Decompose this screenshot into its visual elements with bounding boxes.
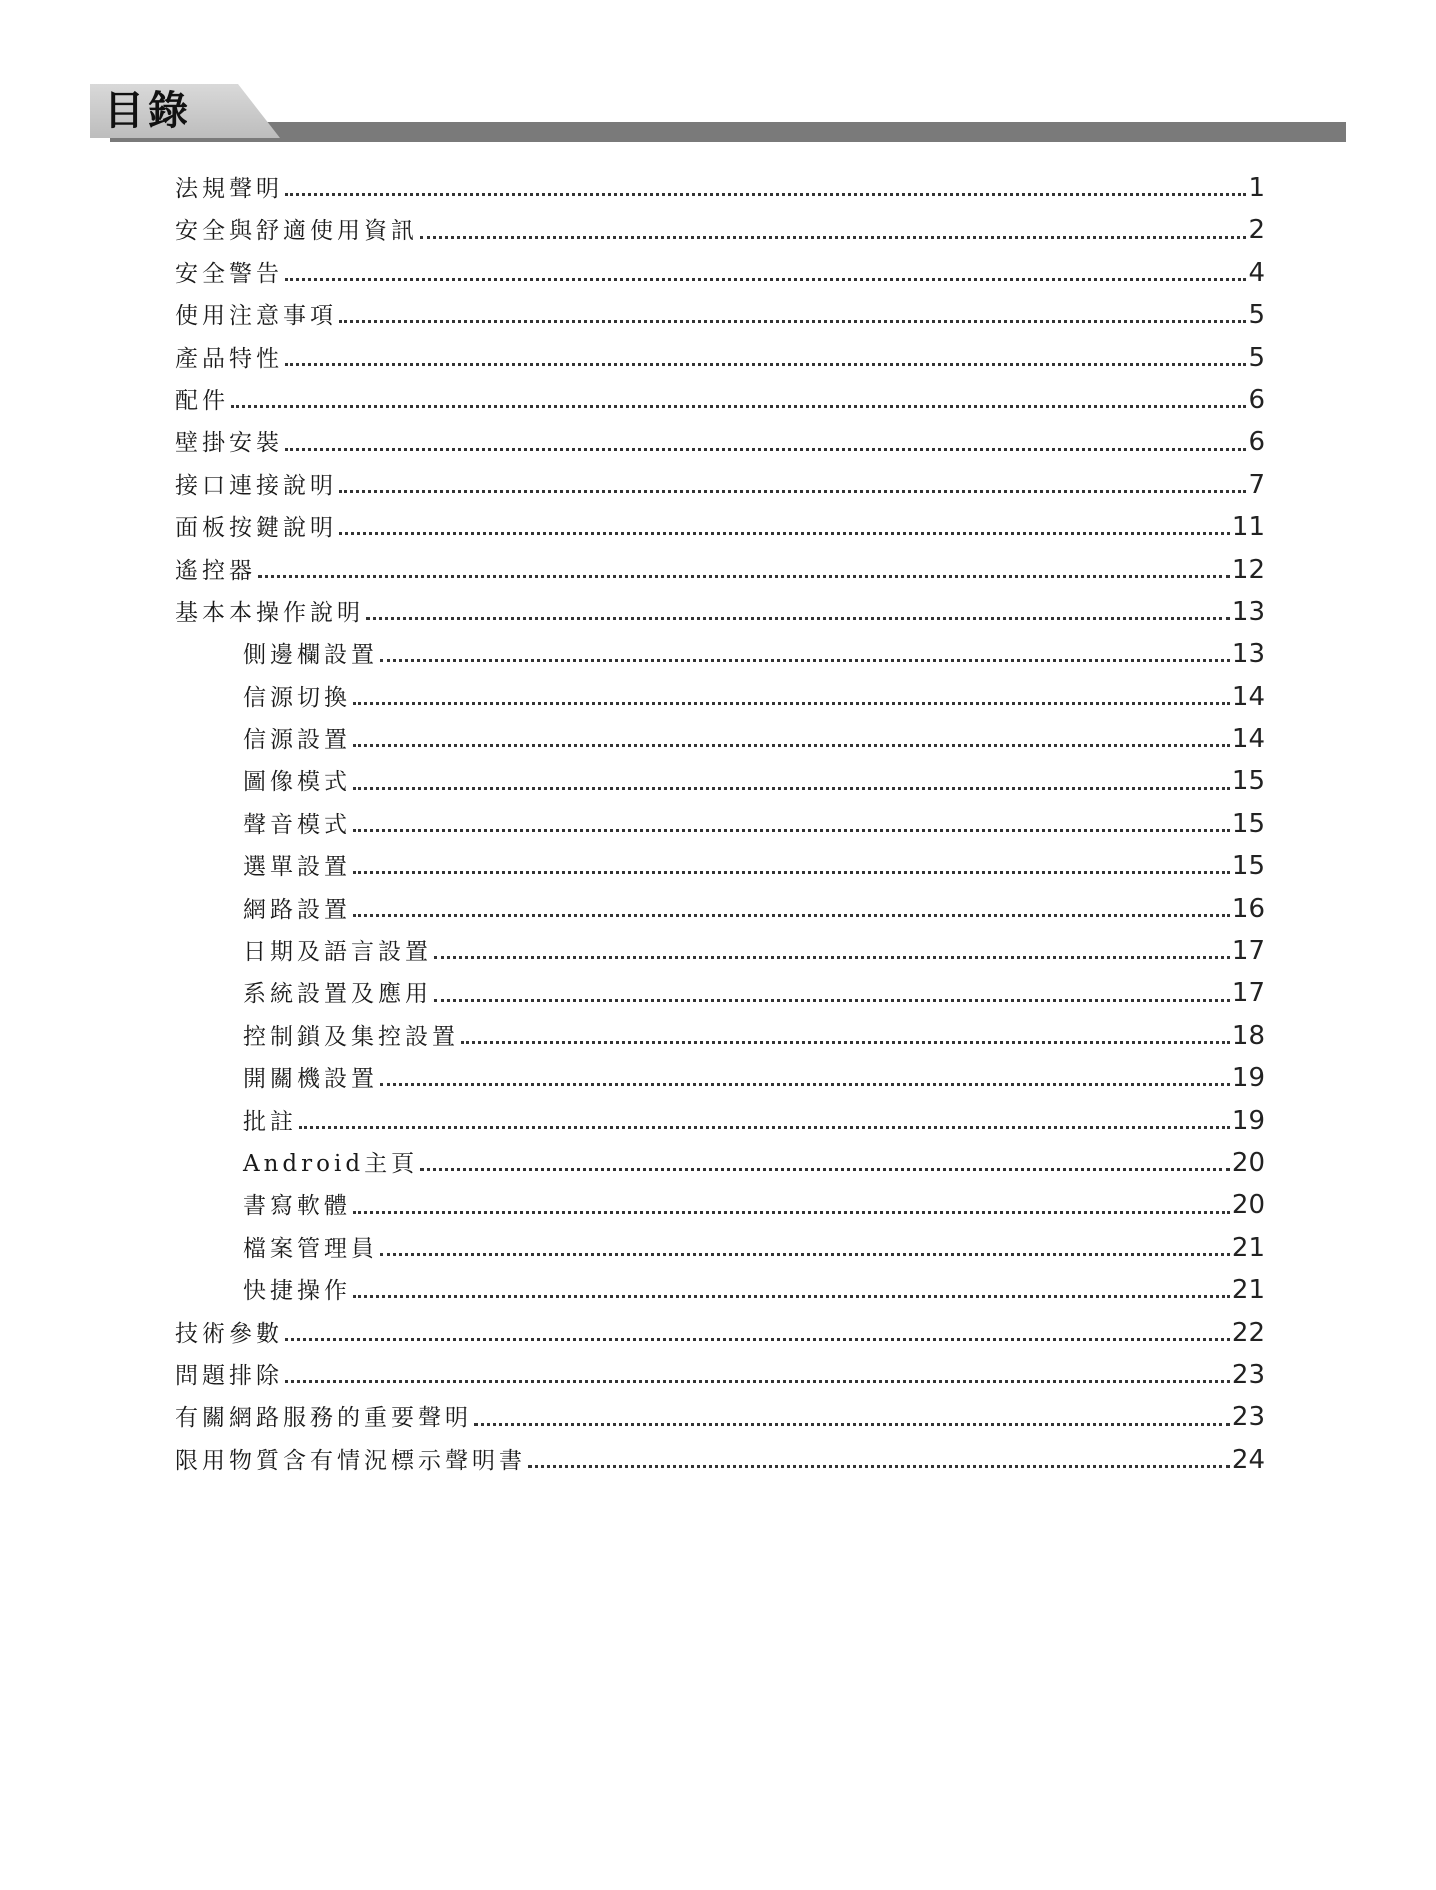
toc-entry-page: 16	[1231, 893, 1265, 924]
toc-entry-title: 使用注意事項	[175, 303, 337, 330]
toc-entry[interactable]	[175, 760, 1265, 802]
toc-entry-title: 日期及語言設置	[243, 939, 432, 966]
toc-entry-page: 17	[1231, 978, 1265, 1009]
toc-entry[interactable]	[175, 464, 1265, 506]
toc-entry-title: 安全與舒適使用資訊	[175, 218, 418, 245]
toc-entry-page: 19	[1231, 1063, 1265, 1094]
toc-entry[interactable]	[175, 1100, 1265, 1142]
toc-entry-page: 17	[1231, 936, 1265, 967]
dot-leader	[285, 433, 1246, 453]
dot-leader	[353, 729, 1230, 749]
toc-entry-page: 5	[1248, 300, 1265, 331]
toc-entry-page: 21	[1231, 1275, 1265, 1306]
toc-entry-title: 法規聲明	[175, 176, 283, 202]
dot-leader	[380, 644, 1230, 664]
toc-entry-page: 12	[1231, 554, 1265, 585]
toc-entry-page: 23	[1231, 1359, 1265, 1390]
toc-entry-title: 有關網路服務的重要聲明	[175, 1405, 472, 1432]
toc-entry-title: 壁掛安裝	[175, 430, 283, 457]
dot-leader	[353, 1196, 1230, 1216]
dot-leader	[231, 390, 1246, 410]
table-of-contents	[175, 167, 1265, 1481]
dot-leader	[285, 348, 1246, 368]
toc-entry-title: 配件	[175, 387, 229, 414]
toc-entry-page: 21	[1231, 1232, 1265, 1263]
dot-leader	[353, 899, 1230, 919]
dot-leader	[353, 814, 1230, 834]
toc-entry-title: 信源切換	[243, 684, 351, 711]
dot-leader	[285, 178, 1246, 198]
toc-entry[interactable]	[175, 1184, 1265, 1226]
toc-entry[interactable]	[175, 1269, 1265, 1311]
dot-leader	[285, 263, 1246, 283]
toc-entry-title: 圖像模式	[243, 769, 351, 796]
toc-entry-page: 15	[1231, 808, 1265, 839]
toc-entry-title: 開關機設置	[243, 1066, 378, 1093]
toc-entry[interactable]	[175, 633, 1265, 675]
dot-leader	[434, 984, 1230, 1004]
toc-entry[interactable]	[175, 421, 1265, 463]
dot-leader	[380, 1068, 1230, 1088]
dot-leader	[528, 1450, 1230, 1470]
toc-entry-title: 控制鎖及集控設置	[243, 1023, 459, 1050]
toc-entry-page: 14	[1231, 681, 1265, 712]
toc-entry-title: 信源設置	[243, 727, 351, 754]
toc-entry-page: 5	[1248, 342, 1265, 373]
toc-entry[interactable]	[175, 1439, 1265, 1481]
dot-leader	[299, 1111, 1230, 1131]
toc-entry-title: 選單設置	[243, 854, 351, 881]
dot-leader	[434, 941, 1230, 961]
toc-entry-page: 15	[1231, 851, 1265, 882]
toc-entry-title: 網路設置	[243, 896, 351, 923]
toc-entry-page: 13	[1231, 596, 1265, 627]
toc-entry-title: 書寫軟體	[243, 1193, 351, 1220]
toc-entry-title: 檔案管理員	[243, 1235, 378, 1262]
toc-entry-title: 側邊欄設置	[243, 642, 378, 669]
toc-header	[90, 84, 1346, 144]
toc-entry[interactable]	[175, 1354, 1265, 1396]
toc-entry-page: 4	[1248, 257, 1265, 288]
dot-leader	[353, 687, 1230, 707]
toc-entry[interactable]	[175, 294, 1265, 336]
toc-entry-title: 系統設置及應用	[243, 981, 432, 1008]
toc-entry-page: 22	[1231, 1317, 1265, 1348]
dot-leader	[339, 305, 1246, 325]
toc-entry[interactable]	[175, 1057, 1265, 1099]
toc-entry[interactable]	[175, 1227, 1265, 1269]
toc-entry-page: 6	[1248, 384, 1265, 415]
toc-entry[interactable]	[175, 379, 1265, 421]
toc-entry-page: 24	[1231, 1444, 1265, 1475]
toc-entry-title: 聲音模式	[243, 811, 351, 838]
dot-leader	[474, 1408, 1230, 1428]
dot-leader	[353, 856, 1230, 876]
dot-leader	[366, 602, 1230, 622]
dot-leader	[380, 1238, 1230, 1258]
toc-entry[interactable]	[175, 888, 1265, 930]
toc-entry-title: Android主頁	[243, 1150, 419, 1177]
toc-entry[interactable]	[175, 549, 1265, 591]
dot-leader	[285, 1323, 1230, 1343]
toc-entry-page: 14	[1231, 724, 1265, 755]
toc-entry-page: 23	[1231, 1402, 1265, 1433]
toc-entry[interactable]	[175, 930, 1265, 972]
dot-leader	[258, 560, 1230, 580]
toc-entry-title: 面板按鍵說明	[175, 515, 337, 542]
toc-entry-page: 13	[1231, 639, 1265, 670]
toc-entry[interactable]	[175, 506, 1265, 548]
toc-entry[interactable]	[175, 803, 1265, 845]
toc-entry-title: 技術參數	[175, 1320, 283, 1347]
toc-entry-title: 基本本操作說明	[175, 599, 364, 626]
toc-entry-page: 18	[1231, 1020, 1265, 1051]
page-title: 目錄	[104, 88, 192, 134]
toc-entry-title: 遙控器	[175, 557, 256, 584]
toc-entry[interactable]	[175, 1312, 1265, 1354]
toc-entry-page: 7	[1248, 469, 1265, 500]
toc-entry-page: 19	[1231, 1105, 1265, 1136]
toc-entry-page: 20	[1231, 1147, 1265, 1178]
toc-entry[interactable]	[175, 337, 1265, 379]
toc-entry[interactable]	[175, 972, 1265, 1014]
toc-entry-title: 快捷操作	[243, 1278, 351, 1305]
toc-entry[interactable]	[175, 1015, 1265, 1057]
toc-entry-title: 安全警告	[175, 260, 283, 287]
toc-entry-title: 產品特性	[175, 345, 283, 372]
toc-entry-page: 20	[1231, 1190, 1265, 1221]
toc-entry-page: 6	[1248, 427, 1265, 458]
toc-entry-page: 1	[1248, 173, 1265, 203]
toc-entry[interactable]	[175, 676, 1265, 718]
toc-entry-page: 2	[1248, 215, 1265, 246]
dot-leader	[420, 1153, 1230, 1173]
toc-entry-title: 問題排除	[175, 1362, 283, 1389]
toc-entry[interactable]	[175, 718, 1265, 760]
toc-entry[interactable]	[175, 167, 1265, 209]
dot-leader	[353, 1280, 1230, 1300]
toc-entry-title: 限用物質含有情況標示聲明書	[175, 1447, 526, 1474]
dot-leader	[420, 221, 1246, 241]
dot-leader	[353, 772, 1230, 792]
toc-entry[interactable]	[175, 591, 1265, 633]
dot-leader	[339, 517, 1230, 537]
toc-entry-title: 批註	[243, 1108, 297, 1135]
toc-entry[interactable]	[175, 1142, 1265, 1184]
dot-leader	[461, 1026, 1230, 1046]
toc-entry-title: 接口連接說明	[175, 472, 337, 499]
toc-entry[interactable]	[175, 209, 1265, 251]
toc-entry[interactable]	[175, 1396, 1265, 1438]
dot-leader	[285, 1365, 1230, 1385]
toc-entry[interactable]	[175, 845, 1265, 887]
toc-entry[interactable]	[175, 252, 1265, 294]
dot-leader	[339, 475, 1246, 495]
header-rule	[110, 122, 1346, 142]
toc-entry-page: 11	[1231, 512, 1265, 543]
toc-entry-page: 15	[1231, 766, 1265, 797]
